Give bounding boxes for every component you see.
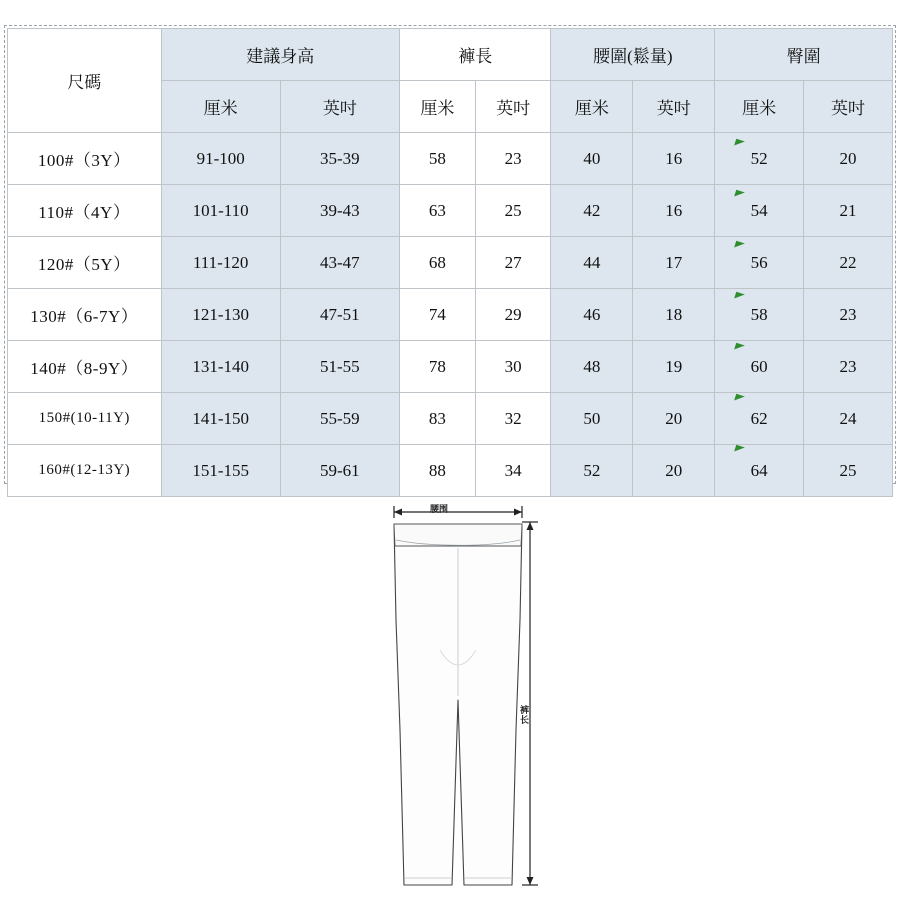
cell-height-cm: 91-100 [161, 133, 280, 185]
cell-height-in: 47-51 [280, 289, 399, 341]
cell-size: 110#（4Y） [8, 185, 162, 237]
cell-height-cm: 101-110 [161, 185, 280, 237]
table-row [8, 289, 893, 341]
cell-waist-in: 17 [633, 237, 715, 289]
cell-waist-in: 16 [633, 133, 715, 185]
table-row [8, 133, 893, 185]
trouser-svg [370, 500, 560, 895]
cell-waist-cm: 50 [551, 393, 633, 445]
cell-waist-cm: 48 [551, 341, 633, 393]
cell-size: 120#（5Y） [8, 237, 162, 289]
waist-dimension-label: 腰围 [430, 504, 449, 514]
cell-waist-in: 20 [633, 445, 715, 497]
header-hip-in: 英吋 [804, 81, 893, 133]
cell-height-in: 43-47 [280, 237, 399, 289]
header-waist-in: 英吋 [633, 81, 715, 133]
cell-hip-cm: 58 [715, 289, 804, 341]
cell-waist-cm: 46 [551, 289, 633, 341]
header-length: 褲長 [399, 29, 551, 81]
header-length-cm: 厘米 [399, 81, 475, 133]
cell-hip-cm: 54 [715, 185, 804, 237]
trouser-diagram [370, 500, 560, 895]
cell-length-in: 29 [475, 289, 551, 341]
cell-hip-in: 20 [804, 133, 893, 185]
cell-height-in: 39-43 [280, 185, 399, 237]
cell-waist-in: 20 [633, 393, 715, 445]
header-size: 尺碼 [8, 29, 162, 133]
cell-size: 100#（3Y） [8, 133, 162, 185]
cell-length-cm: 74 [399, 289, 475, 341]
header-hip-cm: 厘米 [715, 81, 804, 133]
table-row [8, 393, 893, 445]
cell-hip-cm: 64 [715, 445, 804, 497]
cell-height-in: 51-55 [280, 341, 399, 393]
cell-hip-cm: 62 [715, 393, 804, 445]
cell-length-cm: 88 [399, 445, 475, 497]
cell-height-in: 55-59 [280, 393, 399, 445]
cell-hip-in: 23 [804, 341, 893, 393]
cell-length-in: 25 [475, 185, 551, 237]
cell-size: 130#（6-7Y） [8, 289, 162, 341]
cell-height-in: 35-39 [280, 133, 399, 185]
cell-waist-cm: 44 [551, 237, 633, 289]
cell-length-cm: 58 [399, 133, 475, 185]
table-header-top-row [8, 29, 893, 81]
cell-waist-in: 18 [633, 289, 715, 341]
cell-waist-cm: 40 [551, 133, 633, 185]
cell-hip-in: 21 [804, 185, 893, 237]
cell-waist-in: 19 [633, 341, 715, 393]
cell-hip-in: 24 [804, 393, 893, 445]
header-height-in: 英吋 [280, 81, 399, 133]
header-hip: 臀圍 [715, 29, 893, 81]
cell-waist-cm: 52 [551, 445, 633, 497]
cell-hip-in: 25 [804, 445, 893, 497]
cell-length-cm: 78 [399, 341, 475, 393]
cell-waist-in: 16 [633, 185, 715, 237]
table-row [8, 237, 893, 289]
cell-length-in: 27 [475, 237, 551, 289]
cell-hip-in: 23 [804, 289, 893, 341]
size-table [7, 28, 893, 497]
cell-length-in: 32 [475, 393, 551, 445]
cell-length-cm: 83 [399, 393, 475, 445]
length-dimension-label: 裤长 [519, 705, 529, 725]
cell-height-cm: 121-130 [161, 289, 280, 341]
size-table-container [7, 28, 893, 497]
cell-size: 140#（8-9Y） [8, 341, 162, 393]
cell-hip-cm: 52 [715, 133, 804, 185]
header-height: 建議身高 [161, 29, 399, 81]
cell-length-in: 34 [475, 445, 551, 497]
cell-length-cm: 68 [399, 237, 475, 289]
cell-height-cm: 141-150 [161, 393, 280, 445]
cell-height-in: 59-61 [280, 445, 399, 497]
cell-hip-cm: 60 [715, 341, 804, 393]
cell-waist-cm: 42 [551, 185, 633, 237]
table-row [8, 445, 893, 497]
cell-height-cm: 151-155 [161, 445, 280, 497]
table-row [8, 341, 893, 393]
cell-hip-in: 22 [804, 237, 893, 289]
cell-height-cm: 111-120 [161, 237, 280, 289]
table-row [8, 185, 893, 237]
cell-length-in: 23 [475, 133, 551, 185]
header-length-in: 英吋 [475, 81, 551, 133]
cell-size: 150#(10-11Y) [8, 393, 162, 445]
cell-hip-cm: 56 [715, 237, 804, 289]
header-height-cm: 厘米 [161, 81, 280, 133]
cell-length-in: 30 [475, 341, 551, 393]
header-waist: 腰圍(鬆量) [551, 29, 715, 81]
cell-size: 160#(12-13Y) [8, 445, 162, 497]
cell-height-cm: 131-140 [161, 341, 280, 393]
cell-length-cm: 63 [399, 185, 475, 237]
header-waist-cm: 厘米 [551, 81, 633, 133]
